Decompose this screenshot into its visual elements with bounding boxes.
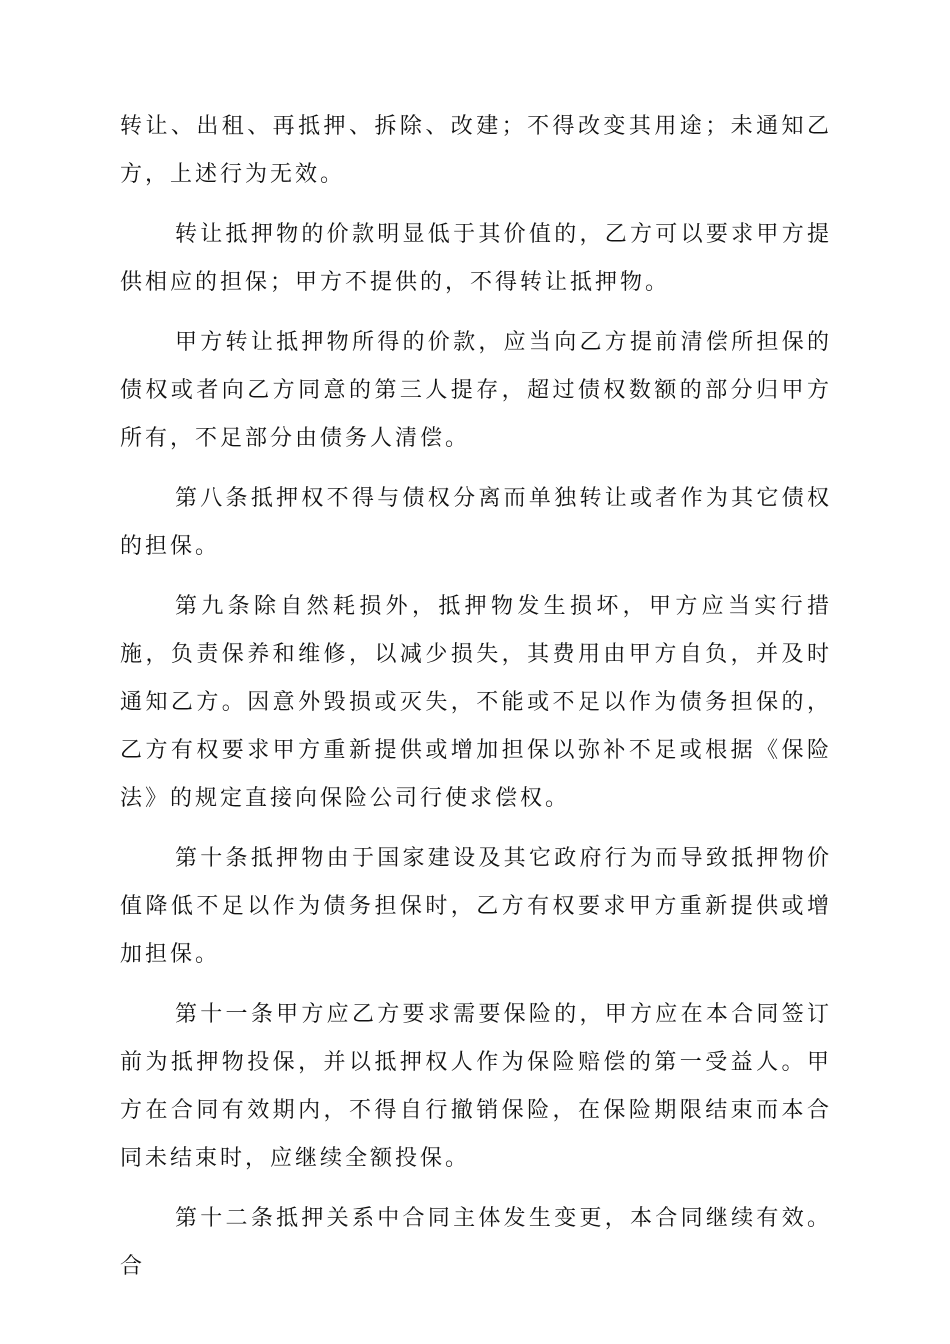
paragraph-article-12: 第十二条抵押关系中合同主体发生变更，本合同继续有效。合 — [120, 1206, 832, 1279]
paragraph-gap — [120, 307, 832, 319]
paragraph-gap — [120, 823, 832, 835]
paragraph-article-11: 第十一条甲方应乙方要求需要保险的，甲方应在本合同签订前为抵押物投保，并以抵押权人作为保险赔偿的第一受益人。甲方在合同有效期内，不得自行撤销保险，在保险期限结束而本合同未结束时，应继续全额投保。 — [120, 1002, 832, 1171]
paragraph-gap — [120, 571, 832, 583]
document-body — [120, 103, 832, 1291]
paragraph-gap — [120, 1183, 832, 1195]
paragraph-gap — [120, 463, 832, 475]
paragraph-article-10: 第十条抵押物由于国家建设及其它政府行为而导致抵押物价值降低不足以作为债务担保时，乙方有权要求甲方重新提供或增加担保。 — [120, 846, 832, 967]
paragraph-transfer-proceeds: 甲方转让抵押物所得的价款，应当向乙方提前清偿所担保的债权或者向乙方同意的第三人提存，超过债权数额的部分归甲方所有，不足部分由债务人清偿。 — [120, 330, 832, 451]
paragraph-article-8: 第八条抵押权不得与债权分离而单独转让或者作为其它债权的担保。 — [120, 486, 832, 559]
paragraph-gap — [120, 199, 832, 211]
paragraph-gap — [120, 979, 832, 991]
paragraph-article-9: 第九条除自然耗损外，抵押物发生损坏，甲方应当实行措施，负责保养和维修，以减少损失，其费用由甲方自负，并及时通知乙方。因意外毁损或灭失，不能或不足以作为债务担保的，乙方有权要求甲方重新提供或增加担保以弥补不足或根据《保险法》的规定直接向保险公司行使求偿权。 — [120, 594, 832, 811]
paragraph-continued-transfer-restrictions: 转让、出租、再抵押、拆除、改建；不得改变其用途；未通知乙方，上述行为无效。 — [120, 114, 832, 187]
paragraph-transfer-price-low: 转让抵押物的价款明显低于其价值的，乙方可以要求甲方提供相应的担保；甲方不提供的，不得转让抵押物。 — [120, 222, 832, 295]
